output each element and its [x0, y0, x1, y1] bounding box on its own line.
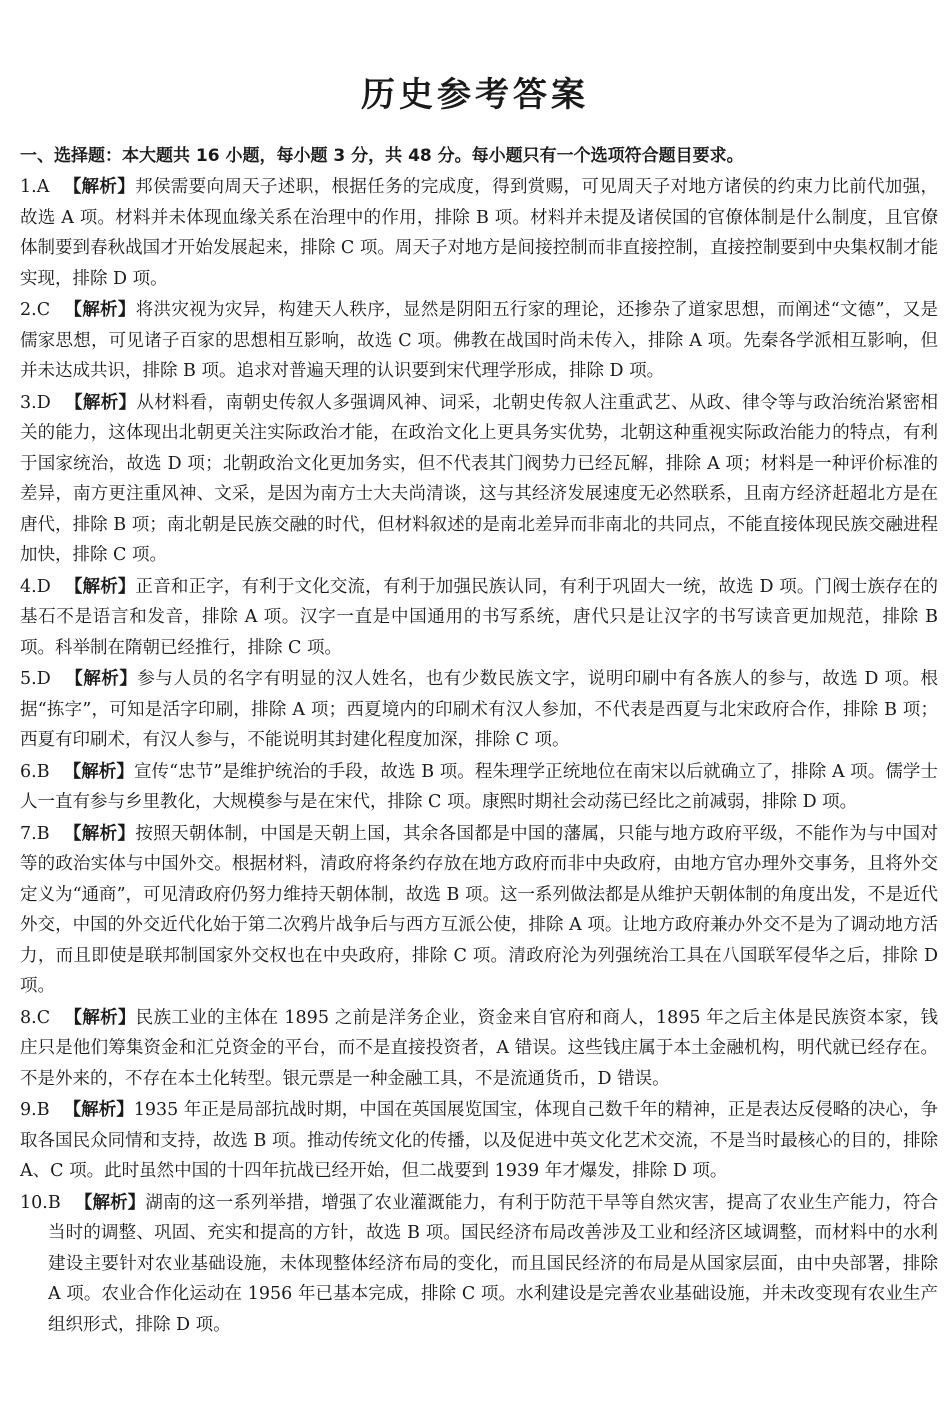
answer-explanation: 宣传“忠节”是维护统治的手段，故选 B 项。程朱理学正统地位在南宋以后就确立了，排除 A 项。儒学士人一直有参与乡里教化，大规模参与是在宋代，排除 C 项。康熙时期社会动荡已经比之前减弱，排除 D 项。: [20, 761, 939, 812]
answer-number: 4.: [20, 576, 37, 597]
answer-explanation: 民族工业的主体在 1895 之前是洋务企业，资金来自官府和商人，1895 年之后主体是民族资本家，钱庄只是他们筹集资金和汇兑资金的平台，而不是直接投资者，A 错误。这些钱庄属于本土金融机构，明代就已经存在。不是外来的，不存在本土化转型。银元票是一种金融工具，不是流通货币，D 错误。: [20, 1007, 938, 1089]
answer-item-8: [20, 1003, 938, 1095]
answer-item-4: [20, 572, 938, 664]
answer-explanation: 参与人员的名字有明显的汉人姓名，也有少数民族文字，说明印刷中有各族人的参与，故选 D 项。根据“拣字”，可知是活字印刷，排除 A 项；西夏境内的印刷术有汉人参加，不代表是西夏与北宋政府合作，排除 B 项；西夏有印刷术，有汉人参与，不能说明其封建化程度加深，排除 C 项。: [20, 669, 939, 750]
analysis-tag: 【解析】: [63, 1100, 134, 1120]
answer-item-5: [20, 664, 938, 756]
answer-explanation: 从材料看，南朝史传叙人多强调风神、词采，北朝史传叙人注重武艺、从政、律令等与政治统治紧密相关的能力，这体现出北朝更关注实际政治才能，在政治文化上更具务实优势，北朝这种重视实际政治能力的特点，有利于国家统治，故选 D 项；北朝政治文化更加务实，但不代表其门阀势力已经瓦解，排除 A 项；材料是一种评价标准的差异，南方更注重风神、文采，是因为南方士大夫尚清谈，这与其经济发展速度无必然联系，且南方经济赶超北方是在唐代，排除 B 项；南北朝是民族交融的时代，但材料叙述的是南北差异而非南北的共同点，不能直接体现民族交融进程加快，排除 C 项。: [20, 392, 938, 565]
analysis-tag: 【解析】: [63, 177, 136, 197]
answer-option: A: [36, 177, 50, 197]
answer-option: D: [36, 576, 51, 597]
answer-explanation: 按照天朝体制，中国是天朝上国，其余各国都是中国的藩属，只能与地方政府平级，不能作为与中国对等的政治实体与中国外交。根据材料，清政府将条约存放在地方政府而非中央政府，由地方官办理外交事务，且将外交定义为“通商”，可见清政府仍努力维持天朝体制，故选 B 项。这一系列做法都是从维护天朝体制的角度出发，不是近代外交，中国的外交近代化始于第二次鸦片战争后与西方互派公使，排除 A 项。让地方政府兼办外交不是为了调动地方活力，而且即使是联邦制国家外交权也在中央政府，排除 C 项。清政府沦为列强统治工具在八国联军侵华之后，排除 D 项。: [20, 823, 939, 996]
analysis-tag: 【解析】: [63, 761, 134, 782]
answer-number: 2.: [20, 300, 37, 320]
section-heading: 一、选择题：本大题共 16 小题，每小题 3 分，共 48 分。每小题只有一个选项符合题目要求。: [20, 146, 744, 166]
analysis-tag: 【解析】: [64, 300, 136, 320]
answer-number: 10.: [20, 1192, 48, 1213]
analysis-tag: 【解析】: [64, 669, 138, 689]
answer-item-1: [20, 172, 938, 294]
answer-item-2: [20, 295, 938, 387]
answer-explanation: 邦侯需要向周天子述职，根据任务的完成度，得到赏赐，可见周天子对地方诸侯的约束力比前代加强，故选 A 项。材料并未体现血缘关系在治理中的作用，排除 B 项。材料并未提及诸侯国的官僚体制是什么制度，且官僚体制要到春秋战国才开始发展起来，排除 C 项。周天子对地方是间接控制而非直接控制，直接控制要到中央集权制才能实现，排除 D 项。: [20, 177, 939, 289]
answer-option: B: [36, 761, 50, 782]
analysis-tag: 【解析】: [64, 392, 137, 413]
analysis-tag: 【解析】: [63, 823, 136, 844]
answer-option: B: [36, 823, 50, 844]
page-title: 历史参考答案: [361, 75, 589, 115]
answer-option: C: [36, 300, 51, 320]
answer-number: 7.: [20, 823, 37, 844]
answer-number: 9.: [20, 1100, 37, 1120]
answer-number: 1.: [20, 177, 37, 197]
answer-option: B: [47, 1192, 61, 1213]
answer-option: B: [36, 1100, 50, 1120]
answer-item-7: [20, 819, 938, 1002]
answer-option: D: [36, 392, 51, 413]
answer-number: 3.: [20, 392, 37, 413]
answer-explanation: 1935 年正是局部抗战时期，中国在英国展览国宝，体现自己数千年的精神，正是表达反侵略的决心，争取各国民众同情和支持，故选 B 项。推动传统文化的传播，以及促进中英文化艺术交流，不是当时最核心的目的，排除 A、C 项。此时虽然中国的十四年抗战已经开始，但二战要到 1939 年才爆发，排除 D 项。: [20, 1100, 939, 1181]
answer-number: 6.: [20, 761, 37, 782]
answer-explanation: 将洪灾视为灾异，构建天人秩序，显然是阴阳五行家的理论，还掺杂了道家思想，而阐述“文德”，又是儒家思想，可见诸子百家的思想相互影响，故选 C 项。佛教在战国时尚未传入，排除 A 项。先秦各学派相互影响，但并未达成共识，排除 B 项。追求对普遍天理的认识要到宋代理学形成，排除 D 项。: [20, 300, 939, 381]
answer-option: C: [36, 1007, 51, 1028]
answer-number: 5.: [20, 669, 37, 689]
answer-item-6: [20, 757, 938, 818]
answer-item-9: [20, 1095, 938, 1187]
answer-item-10: [20, 1188, 938, 1341]
answer-list: [20, 172, 938, 1341]
answer-option: D: [36, 669, 51, 689]
analysis-tag: 【解析】: [64, 1007, 136, 1028]
answer-number: 8.: [20, 1007, 37, 1028]
answer-item-3: [20, 388, 938, 571]
answer-explanation: 湖南的这一系列举措，增强了农业灌溉能力，有利于防范干旱等自然灾害，提高了农业生产能力，符合当时的调整、巩固、充实和提高的方针，故选 B 项。国民经济布局改善涉及工业和经济区域调整，而材料中的水利建设主要针对农业基础设施，未体现整体经济布局的变化，而且国民经济的布局是从国家层面，由中央部署，排除 A 项。农业合作化运动在 1956 年已基本完成，排除 C 项。水利建设是完善农业基础设施，并未改变现有农业生产组织形式，排除 D 项。: [48, 1192, 939, 1335]
answer-explanation: 正音和正字，有利于文化交流，有利于加强民族认同，有利于巩固大一统，故选 D 项。门阀士族存在的基石不是语言和发音，排除 A 项。汉字一直是中国通用的书写系统，唐代只是让汉字的书写读音更加规范，排除 B 项。科举制在隋朝已经推行，排除 C 项。: [20, 576, 938, 658]
analysis-tag: 【解析】: [74, 1192, 146, 1213]
analysis-tag: 【解析】: [64, 576, 136, 597]
